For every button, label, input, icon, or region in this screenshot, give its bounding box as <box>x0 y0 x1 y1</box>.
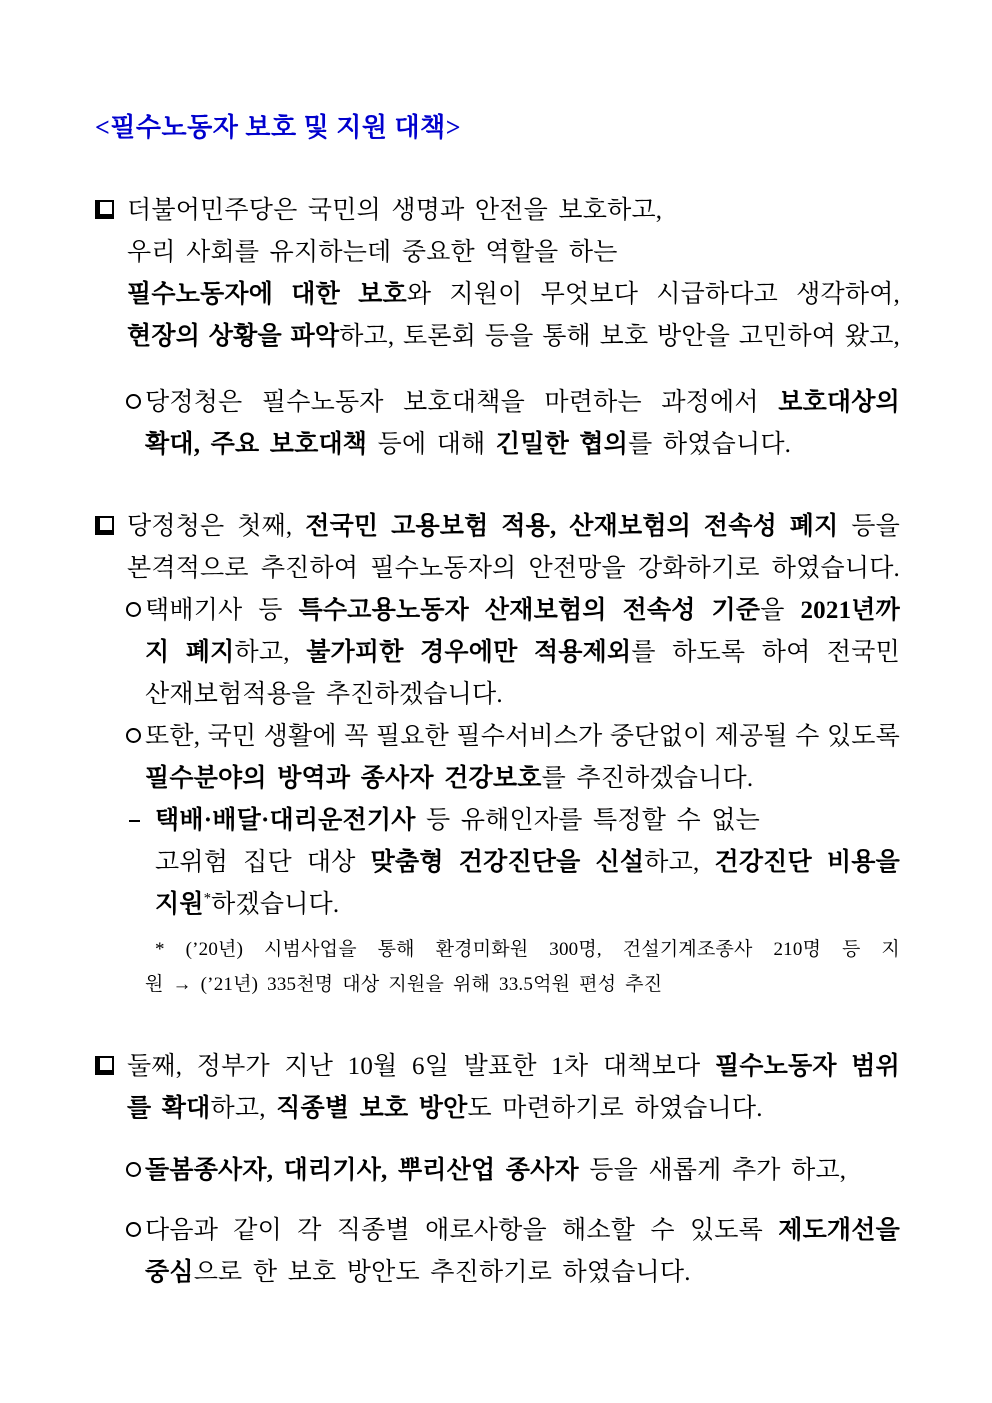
text-run: 하고, 토론회 등을 통해 보호 방안을 고민하여 왔고, <box>339 323 900 350</box>
text-line <box>145 1252 900 1294</box>
text-run: 필수분야의 방역과 종사자 건강보호 <box>145 765 542 792</box>
text-run: 당정청은 필수노동자 보호대책을 마련하는 과정에서 <box>145 389 779 416</box>
circle-bullet-icon <box>126 1222 141 1237</box>
text-run: 등을 <box>838 513 900 540</box>
text-run: 하고, <box>644 849 715 876</box>
text-run: 2021년까 <box>800 597 900 624</box>
text-line <box>155 800 900 842</box>
text-run: 하고, <box>210 1095 277 1122</box>
text-run: 하겠습니다. <box>211 891 340 918</box>
text-run: 또한, 국민 생활에 꼭 필요한 필수서비스가 중단없이 제공될 수 있도록 <box>145 723 900 750</box>
text-run: 직종별 보호 방안 <box>276 1095 468 1122</box>
text-line <box>127 548 900 590</box>
text-line <box>127 1088 900 1130</box>
text-run: 으로 한 보호 방안도 추진하기로 하였습니다. <box>193 1259 691 1286</box>
paragraph-10 <box>145 1210 900 1294</box>
text-run: 본격적으로 추진하여 필수노동자의 안전망을 강화하기로 하였습니다. <box>127 555 900 582</box>
paragraph-3 <box>127 506 900 590</box>
document-title: <필수노동자 보호 및 지원 대책> <box>95 113 462 142</box>
text-run: 을 <box>760 597 801 624</box>
text-run: 다음과 같이 각 직종별 애로사항을 해소할 수 있도록 <box>145 1217 779 1244</box>
text-run: 를 추진하겠습니다. <box>541 765 754 792</box>
text-run: 필수노동자 범위 <box>714 1053 900 1080</box>
text-run: 지원 <box>155 891 204 918</box>
text-run: 원 → (’21년) 335천명 대상 지원을 위해 33.5억원 편성 추진 <box>145 974 663 995</box>
square-bullet-icon <box>95 516 114 535</box>
text-run: 와 지원이 무엇보다 시급하다고 생각하여, <box>406 281 901 308</box>
text-line <box>145 632 900 674</box>
text-line <box>145 674 900 716</box>
text-line <box>145 758 900 800</box>
circle-bullet-icon <box>126 728 141 743</box>
text-run: 우리 사회를 유지하는데 중요한 역할을 하는 <box>127 239 618 266</box>
text-run: 긴밀한 협의 <box>495 431 629 458</box>
text-line <box>145 424 900 466</box>
text-line <box>155 842 900 884</box>
text-line <box>145 716 900 758</box>
dash-bullet-icon <box>129 820 140 822</box>
text-run: 도 마련하기로 하였습니다. <box>467 1095 763 1122</box>
text-run: 보호대상의 <box>778 389 900 416</box>
text-run: 전국민 고용보험 적용, 산재보험의 전속성 폐지 <box>305 513 839 540</box>
text-run: 건강진단 비용을 <box>714 849 900 876</box>
text-run: 중심 <box>145 1259 194 1286</box>
text-run: 하고, <box>234 639 307 666</box>
text-line <box>127 190 900 232</box>
text-line <box>127 1046 900 1088</box>
paragraph-8 <box>127 1046 900 1130</box>
text-run: 를 확대 <box>127 1095 211 1122</box>
text-run: 를 하도록 하여 전국민 <box>631 639 900 666</box>
text-line <box>145 1150 900 1192</box>
text-run: 등에 대해 <box>367 431 496 458</box>
paragraph-4 <box>145 590 900 716</box>
text-run: 지 폐지 <box>145 639 235 666</box>
text-line <box>155 884 900 926</box>
text-line <box>127 232 900 274</box>
text-run: 당정청은 첫째, <box>127 513 306 540</box>
text-line <box>145 1210 900 1252</box>
paragraph-2 <box>145 382 900 466</box>
text-run: 현장의 상황을 파악 <box>127 323 340 350</box>
text-run: 돌봄종사자, 대리기사, 뿌리산업 종사자 <box>145 1157 579 1184</box>
text-run: 고위험 집단 대상 <box>155 849 371 876</box>
paragraph-5 <box>145 716 900 800</box>
text-run: 필수노동자에 대한 보호 <box>127 281 407 308</box>
paragraph-7 <box>145 932 900 1002</box>
circle-bullet-icon <box>126 1162 141 1177</box>
text-run: * (’20년) 시범사업을 통해 환경미화원 300명, 건설기계조종사 210명 등 지 <box>155 939 900 960</box>
text-line <box>145 967 900 1002</box>
text-line <box>145 932 900 967</box>
text-run: 등을 새롭게 추가 하고, <box>578 1157 847 1184</box>
text-run: 택배·배달·대리운전기사 <box>155 807 416 834</box>
text-run: 둘째, 정부가 지난 10월 6일 발표한 1차 대책보다 <box>127 1053 715 1080</box>
text-line <box>127 506 900 548</box>
text-line <box>127 316 900 358</box>
paragraph-6 <box>155 800 900 926</box>
square-bullet-icon <box>95 1056 114 1075</box>
text-run: 맞춤형 건강진단을 신설 <box>370 849 645 876</box>
document-body <box>0 190 992 1294</box>
circle-bullet-icon <box>126 394 141 409</box>
text-run: 더불어민주당은 국민의 생명과 안전을 보호하고, <box>127 197 663 224</box>
text-run: 를 하였습니다. <box>628 431 792 458</box>
text-run: 확대, 주요 보호대책 <box>145 431 368 458</box>
text-run: 등 유해인자를 특정할 수 없는 <box>415 807 761 834</box>
text-line <box>145 590 900 632</box>
circle-bullet-icon <box>126 602 141 617</box>
text-run: 제도개선을 <box>778 1217 900 1244</box>
text-line <box>145 382 900 424</box>
paragraph-9 <box>145 1150 900 1192</box>
paragraph-1 <box>127 190 900 358</box>
text-line <box>127 274 900 316</box>
text-run: 특수고용노동자 산재보험의 전속성 기준 <box>298 597 761 624</box>
text-run: 택배기사 등 <box>145 597 299 624</box>
text-run: 산재보험적용을 추진하겠습니다. <box>145 681 503 708</box>
footnote-ref-asterisk: * <box>203 890 212 907</box>
text-run: 불가피한 경우에만 적용제외 <box>306 639 632 666</box>
square-bullet-icon <box>95 200 114 219</box>
